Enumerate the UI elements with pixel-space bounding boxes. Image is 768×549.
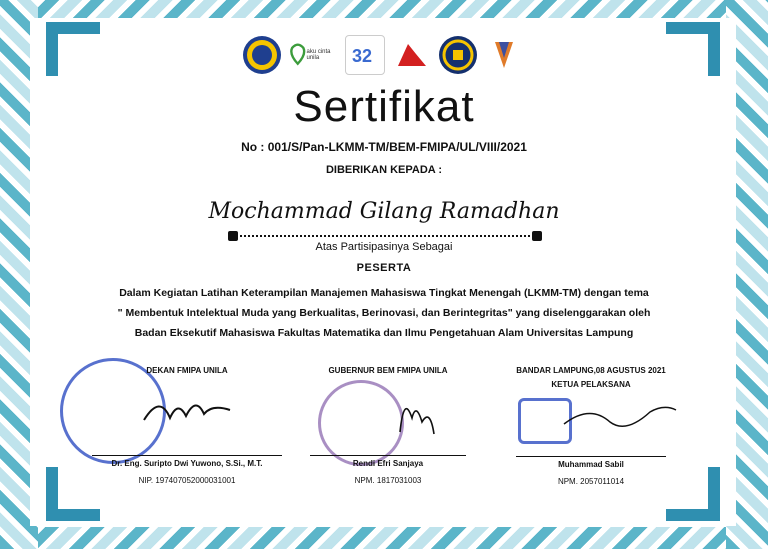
governor-title: GUBERNUR BEM FMIPA UNILA: [328, 366, 448, 375]
body-line-2: " Membentuk Intelektual Muda yang Berkualitas, Berinovasi, dan Berintegritas" yang diselenggarakan oleh: [117, 307, 651, 319]
recipient-name: Mochammad Gilang Ramadhan: [208, 199, 560, 224]
participation-text: Atas Partisipasinya Sebagai: [315, 241, 453, 253]
dean-title: DEKAN FMIPA UNILA: [146, 366, 228, 375]
governor-name: Rendi Efri Sanjaya: [352, 459, 424, 468]
anniversary-32-logo: [345, 35, 385, 75]
participant-role: PESERTA: [356, 262, 412, 274]
chair-sign-line: [516, 456, 666, 457]
chair-title: KETUA PELAKSANA: [551, 380, 631, 389]
body-line-3: Badan Eksekutif Mahasiswa Fakultas Matematika dan Ilmu Pengetahuan Alam Universitas Lampung: [134, 327, 634, 339]
body-line-1: Dalam Kegiatan Latihan Keterampilan Manajemen Mahasiswa Tingkat Menengah (LKMM-TM) dengan tema: [119, 287, 649, 299]
underline-end-left: [228, 231, 238, 241]
certificate-number: No : 001/S/Pan-LKMM-TM/BEM-FMIPA/UL/VIII/2021: [241, 140, 527, 154]
fmipa-logo: [439, 36, 477, 74]
corner-ornament-top-left: [46, 22, 100, 76]
unila-logo: [243, 36, 281, 74]
chair-id: NPM. 2057011014: [557, 477, 625, 486]
svg-text:32: 32: [352, 46, 373, 66]
chair-date-place: BANDAR LAMPUNG,08 AGUSTUS 2021: [516, 366, 666, 375]
certificate-body: [60, 283, 708, 343]
given-to-label: DIBERIKAN KEPADA :: [325, 164, 443, 176]
governor-sign-line: [310, 455, 466, 456]
governor-id: NPM. 1817031003: [354, 476, 422, 485]
dean-id: NIP. 197407052000031001: [138, 476, 236, 485]
underline-end-right: [532, 231, 542, 241]
dean-sign-line: [92, 455, 282, 456]
bem-logo: [485, 36, 523, 74]
certificate-title: Sertifikat: [293, 82, 475, 131]
logo-text: aku cinta unila: [306, 49, 331, 61]
corner-ornament-bottom-right: [666, 467, 720, 521]
logo-row: [228, 32, 538, 78]
lkmm-tm-logo: [393, 36, 431, 74]
dean-signature-block: [92, 366, 282, 485]
chair-name: Muhammad Sabil: [558, 460, 624, 469]
dean-name: Dr. Eng. Suripto Dwi Yuwono, S.Si., M.T.: [111, 459, 263, 468]
name-underline: [233, 235, 537, 237]
aku-cinta-unila-logo: [289, 36, 337, 74]
corner-ornament-top-right: [666, 22, 720, 76]
chair-signature-block: [508, 366, 674, 486]
border-bottom: [0, 527, 768, 549]
governor-signature-block: [310, 366, 466, 485]
